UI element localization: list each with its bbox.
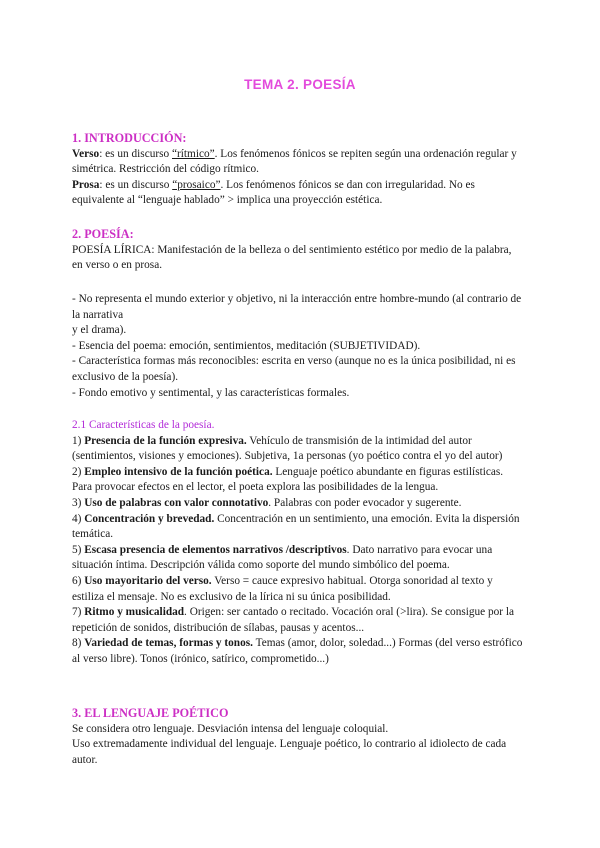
bullet-item: y el drama). [72,324,127,337]
item-bold: Ritmo y musicalidad [84,606,185,619]
bullet-item: - No representa el mundo exterior y objetivo, ni la interacción entre hombre-mundo (al contrario de la narrativa [72,293,522,321]
section-lenguaje-poetico [72,706,524,768]
verso-definition [72,147,524,178]
verso-label: Verso [72,147,100,160]
prosa-definition [72,178,524,209]
list-item [72,605,524,636]
item-number: 6) [72,574,85,587]
bullet-item: - Característica formas más reconocibles: escrita en verso (aunque no es la única posibilidad, ni es exclusivo de la poesía). [72,355,516,383]
list-item [72,543,524,574]
item-number: 7) [72,606,85,619]
prosa-label: Prosa [72,178,100,191]
item-bold: Uso de palabras con valor connotativo [84,496,269,509]
section-poesia [72,227,524,274]
verso-pre: : es un discurso [99,147,172,160]
item-text: Temas (amor, dolor, soledad...) Formas (del verso estrófico al verso libre). Tonos (irónico, satírico, comprometido...) [72,637,523,665]
prosa-pre: : es un discurso [99,178,173,191]
prosa-underlined: “prosaico” [172,178,221,191]
item-text: Lenguaje poético abundante en figuras estilísticas. Para provocar efectos en el lector, el poeta explora las posibilidades de la lengua. [72,465,504,494]
verso-post: . Los fenómenos fónicos se repiten según una ordenación regular y simétrica. Restricción del código rítmico. [72,147,517,176]
item-number: 4) [72,512,85,525]
list-item [72,512,524,543]
list-item [72,465,524,496]
item-text: Vehículo de transmisión de la intimidad del autor (sentimientos, visiones y emociones). Subjetiva, 1a personas (yo poético contra el yo del autor) [72,434,503,463]
list-item [72,434,524,465]
subsection-heading: 2.1 Características de la poesía. [72,419,215,431]
paragraph: Uso extremadamente individual del lenguaje. Lenguaje poético, lo contrario al idiolecto de cada autor. [72,738,507,766]
list-item [72,574,524,605]
item-number: 1) [72,434,85,447]
item-text: . Origen: ser cantado o recitado. Vocación oral (>lira). Se consigue por la repetición de sonidos, distribución de sílabas, pausas y acentos... [72,606,515,634]
item-bold: Variedad de temas, formas y tonos. [84,637,253,650]
bullet-item: - Fondo emotivo y sentimental, y las características formales. [72,386,350,399]
prosa-post: . Los fenómenos fónicos se dan con irregularidad. No es equivalente al “lenguaje hablado” > implica una proyección estética. [72,178,475,207]
item-bold: Empleo intensivo de la función poética. [84,465,273,478]
section-introduccion [72,131,524,209]
section-caracteristicas [72,418,524,668]
item-bold: Escasa presencia de elementos narrativos /descriptivos [84,543,347,556]
section-heading: 2. POESÍA: [72,227,134,241]
section-heading: 3. EL LENGUAJE POÉTICO [72,706,229,720]
bullet-item: - Esencia del poema: emoción, sentimientos, meditación (SUBJETIVIDAD). [72,339,421,352]
item-text: Concentración en un sentimiento, una emoción. Evita la dispersión temática. [72,512,520,541]
paragraph: Se considera otro lenguaje. Desviación intensa del lenguaje coloquial. [72,722,389,735]
item-text: Verso = cauce expresivo habitual. Otorga sonoridad al texto y estiliza el mensaje. No es exclusivo de la lírica ni su única posibilidad. [72,574,493,603]
document-title: TEMA 2. POESÍA [244,77,356,92]
item-number: 2) [72,465,85,478]
list-item [72,496,524,512]
item-number: 5) [72,543,85,556]
poesia-lirica-definition: POESÍA LÍRICA: Manifestación de la belleza o del sentimiento estético por medio de la palabra, en verso o en prosa. [72,243,512,272]
item-bold: Presencia de la función expresiva. [84,434,247,447]
item-text: . Dato narrativo para evocar una situación íntima. Descripción válida como soporte del mundo simbólico del poema. [72,543,493,572]
item-number: 8) [72,637,85,650]
item-number: 3) [72,496,85,509]
list-item [72,636,524,667]
poesia-bullets [72,292,524,401]
verso-underlined: “rítmico” [172,147,215,160]
item-bold: Uso mayoritario del verso. [84,574,212,587]
section-heading: 1. INTRODUCCIÓN: [72,131,187,145]
item-bold: Concentración y brevedad. [84,512,215,525]
item-text: . Palabras con poder evocador y sugerente. [268,496,462,509]
